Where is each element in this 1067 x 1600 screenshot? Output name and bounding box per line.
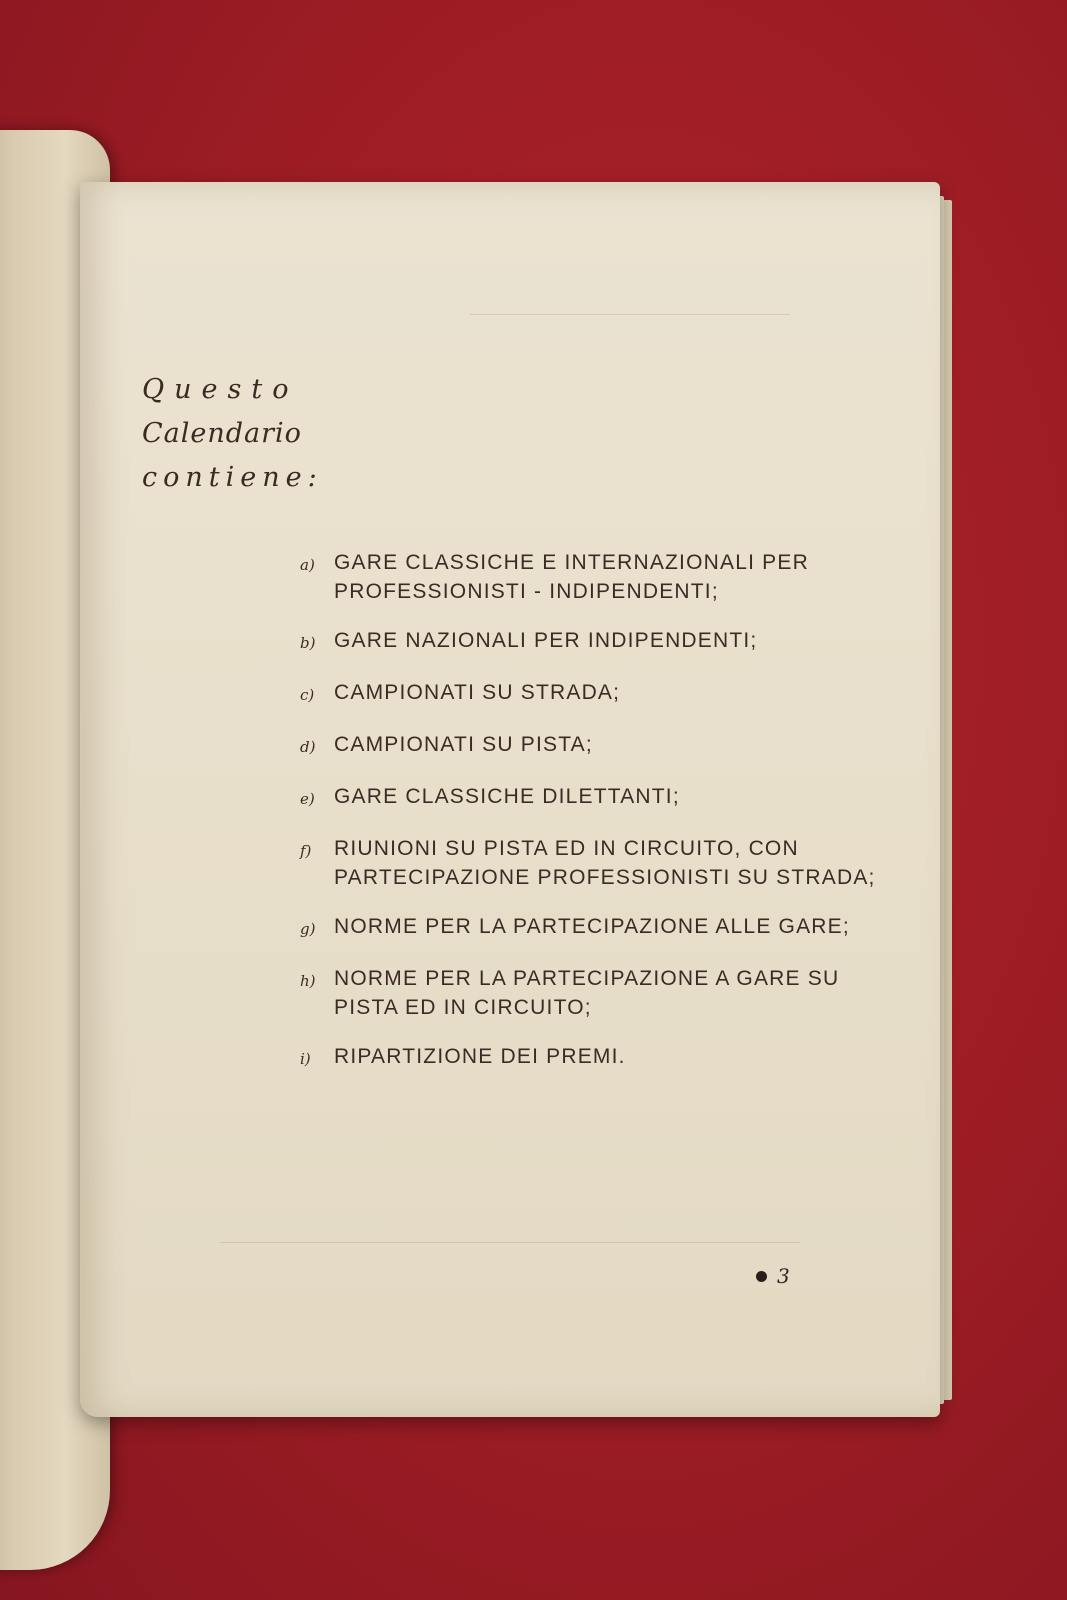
page-number bbox=[756, 1264, 790, 1288]
item-letter: i) bbox=[300, 1050, 311, 1068]
item-letter: b) bbox=[300, 634, 316, 652]
item-letter: d) bbox=[300, 738, 316, 756]
intro-line-1: Questo bbox=[142, 374, 299, 405]
list-item bbox=[300, 678, 900, 710]
intro-line-2: Calendario bbox=[142, 418, 302, 449]
item-letter: h) bbox=[300, 972, 316, 990]
item-text: NORME PER LA PARTECIPAZIONE A GARE SU PISTA ED IN CIRCUITO; bbox=[334, 967, 840, 1019]
list-item bbox=[300, 730, 900, 762]
item-letter: f) bbox=[300, 842, 312, 860]
item-text: GARE CLASSICHE DILETTANTI; bbox=[334, 785, 680, 808]
item-text: RIUNIONI SU PISTA ED IN CIRCUITO, CON PARTECIPAZIONE PROFESSIONISTI SU STRADA; bbox=[334, 837, 876, 889]
list-item bbox=[300, 548, 900, 606]
item-text: CAMPIONATI SU STRADA; bbox=[334, 681, 621, 704]
contents-list bbox=[300, 548, 900, 1094]
item-text: GARE NAZIONALI PER INDIPENDENTI; bbox=[334, 629, 758, 652]
show-through-line bbox=[470, 314, 790, 315]
list-item bbox=[300, 964, 900, 1022]
item-text: CAMPIONATI SU PISTA; bbox=[334, 733, 593, 756]
list-item bbox=[300, 912, 900, 944]
book-page bbox=[80, 182, 940, 1417]
item-letter: e) bbox=[300, 790, 315, 808]
bullet-dot-icon bbox=[756, 1271, 767, 1282]
list-item bbox=[300, 834, 900, 892]
item-letter: c) bbox=[300, 686, 315, 704]
page-number-value: 3 bbox=[777, 1264, 790, 1288]
list-item bbox=[300, 626, 900, 658]
item-text: RIPARTIZIONE DEI PREMI. bbox=[334, 1045, 626, 1068]
item-text: NORME PER LA PARTECIPAZIONE ALLE GARE; bbox=[334, 915, 850, 938]
item-letter: a) bbox=[300, 556, 315, 574]
show-through-line bbox=[220, 1242, 800, 1243]
intro-line-3: contiene: bbox=[142, 462, 323, 493]
list-item bbox=[300, 782, 900, 814]
intro-heading bbox=[142, 368, 323, 500]
item-text: GARE CLASSICHE E INTERNAZIONALI PER PROFESSIONISTI - INDIPENDENTI; bbox=[334, 551, 809, 603]
list-item bbox=[300, 1042, 900, 1074]
item-letter: g) bbox=[300, 920, 316, 938]
